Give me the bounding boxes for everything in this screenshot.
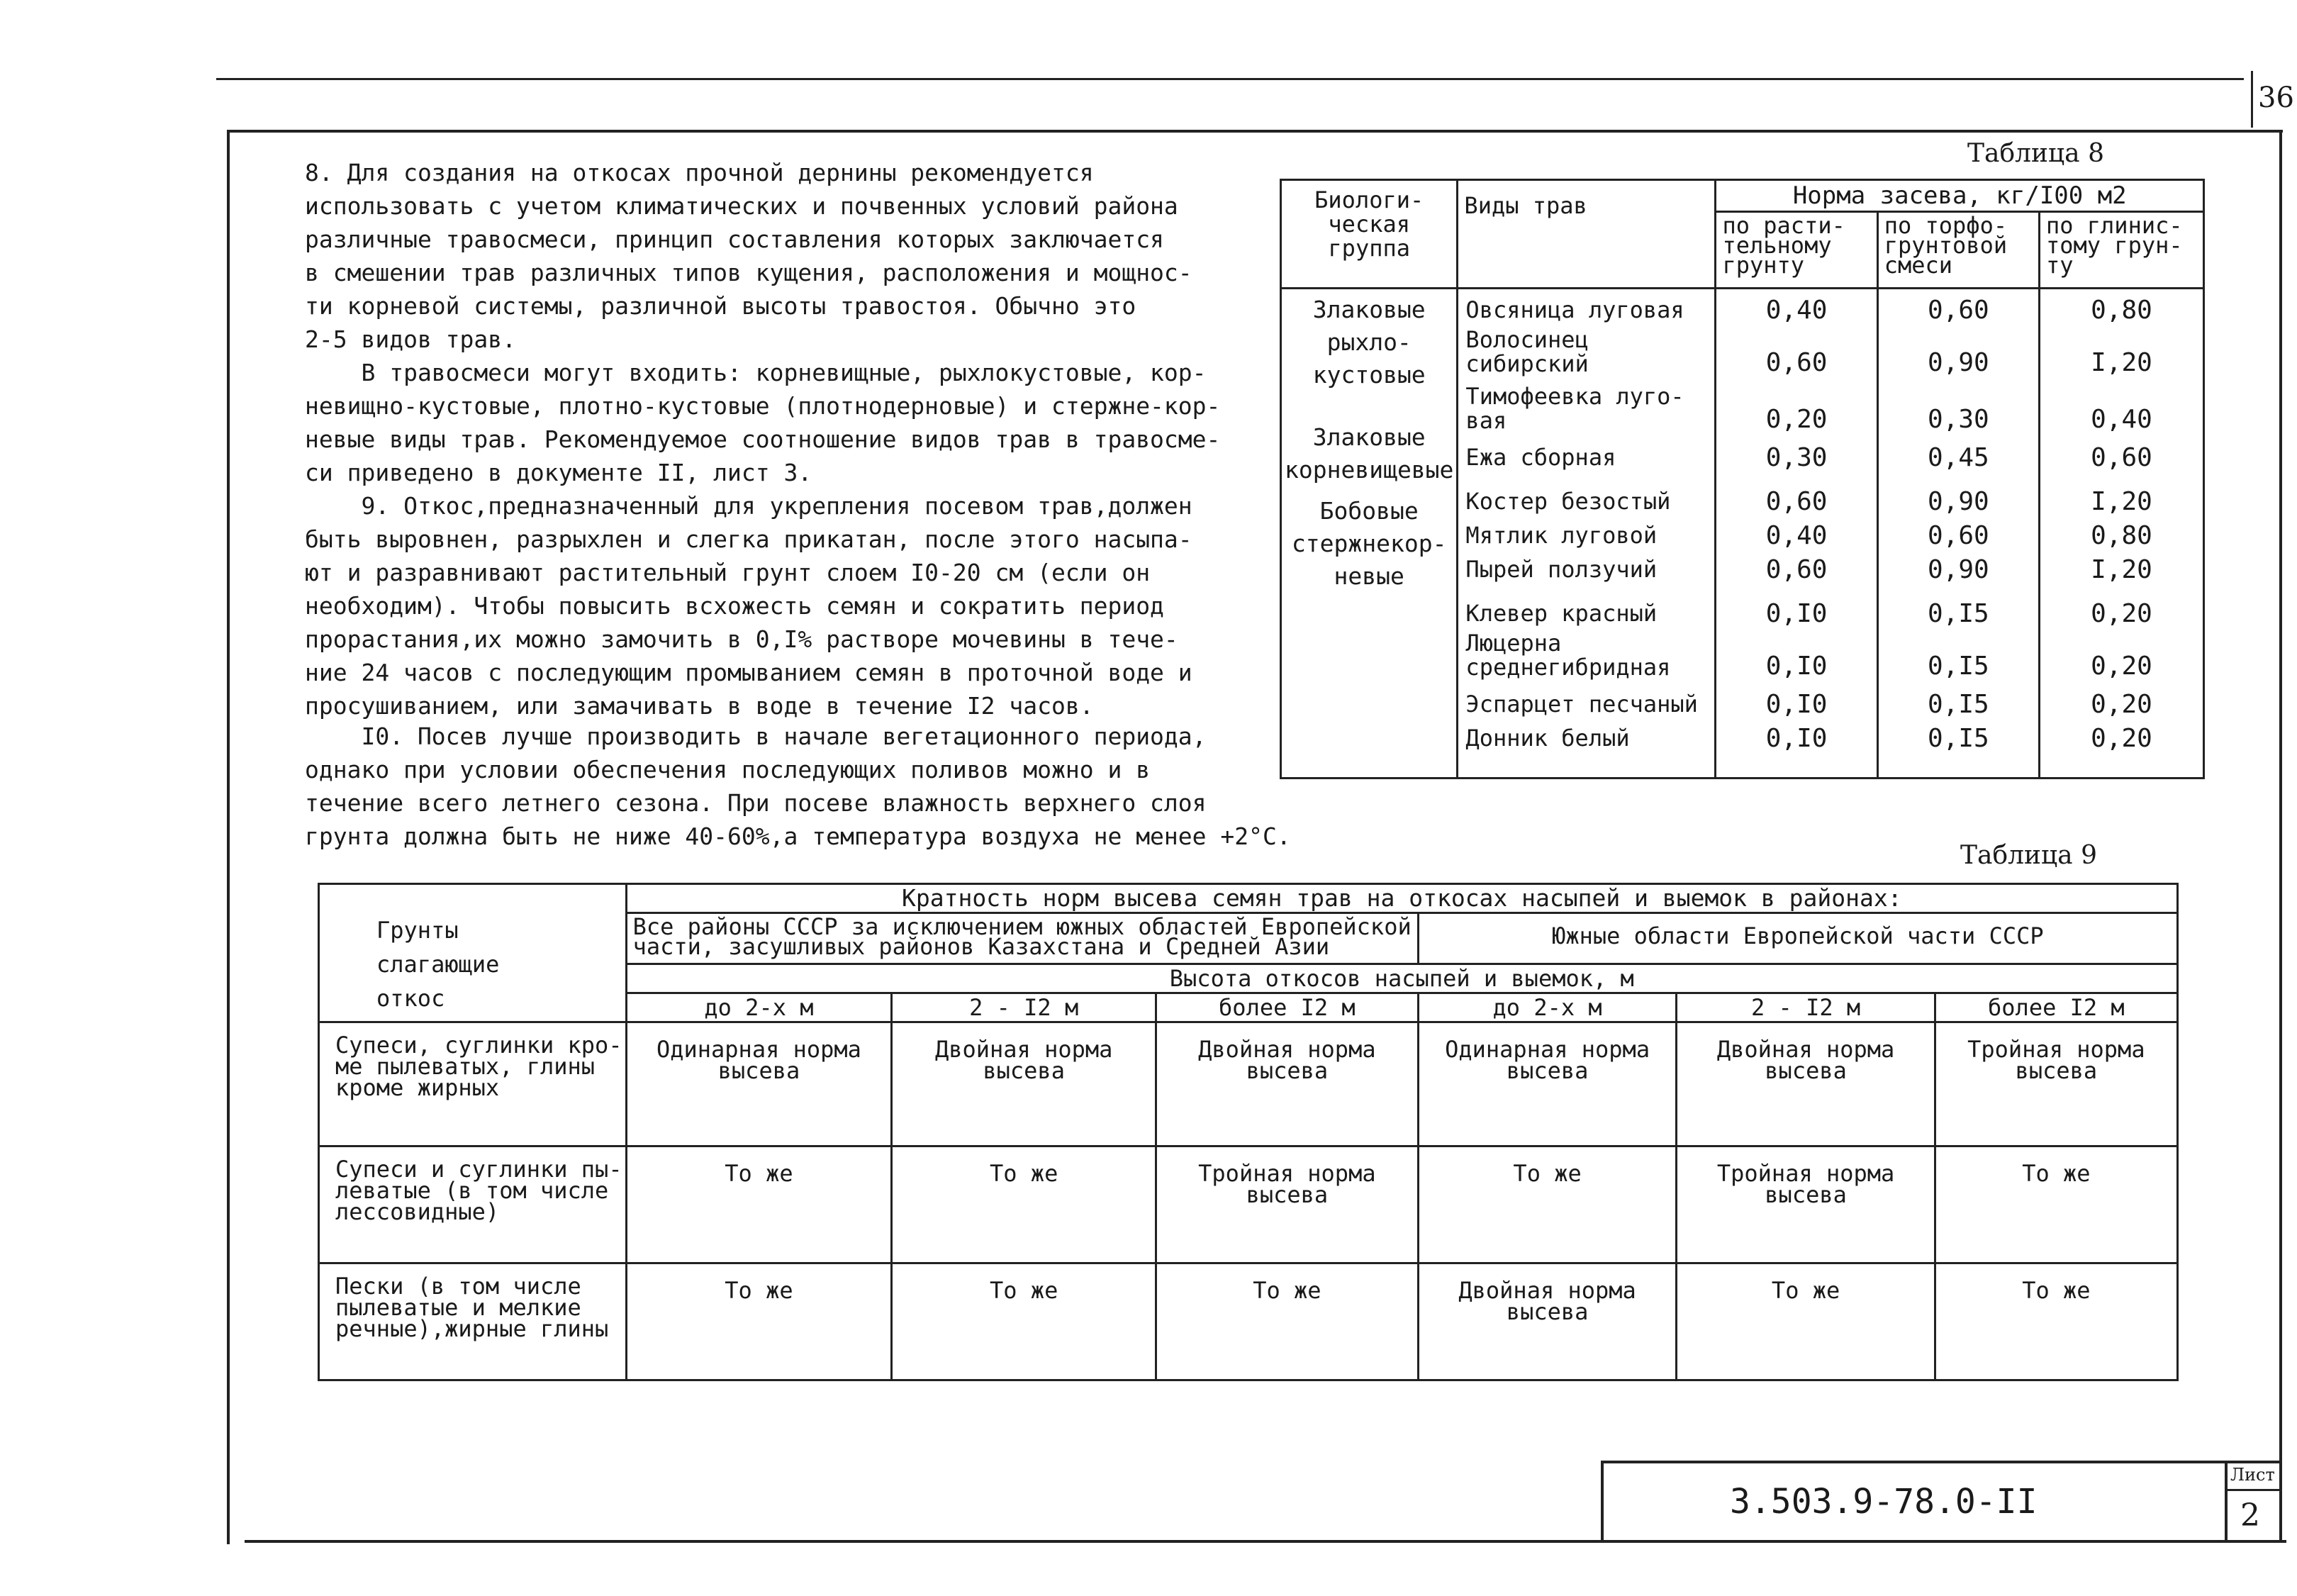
table8-value: 0,I0 — [1765, 599, 1828, 628]
table8-value: 0,30 — [1765, 443, 1828, 472]
table8-head-group: Биологи- ческая группа — [1281, 180, 1458, 289]
table9-caption: Таблица 9 — [1960, 841, 2097, 870]
table8-value: 0,80 — [2091, 521, 2152, 550]
table8-value: 0,45 — [1927, 443, 1989, 472]
table9-head-soil: Грунты слагающие откос — [319, 884, 627, 1022]
table9-head-multiplicity: Кратность норм высева семян трав на откосах насыпей и выемок в районах: — [626, 884, 2177, 913]
table9-height-3: более I2 м — [1156, 993, 1419, 1022]
table8-row — [1281, 289, 2204, 779]
table9-cell: Тройная норма высева — [1677, 1146, 1935, 1263]
table8-species-name: Мятлик луговой — [1465, 522, 1658, 549]
table8-value: 0,20 — [1765, 405, 1828, 434]
table8-value: 0,20 — [2091, 599, 2152, 628]
table8-value: 0,40 — [2091, 405, 2152, 434]
table8-species-name: Тимофеевка луго- вая — [1465, 383, 1684, 434]
table8-value: 0,90 — [1927, 555, 1989, 584]
frame-top — [227, 130, 2283, 133]
table9-height-6: более I2 м — [1935, 993, 2177, 1022]
table8-value: 0,I5 — [1927, 724, 1989, 753]
table9-cell: Тройная норма высева — [1156, 1146, 1419, 1263]
stamp-code: 3.503.9-78.0-II — [1730, 1482, 2038, 1522]
frame-right — [2279, 130, 2282, 1542]
table8-value: 0,60 — [1765, 348, 1828, 377]
table9-row — [319, 1022, 2178, 1146]
table8-species-name: Донник белый — [1465, 725, 1630, 752]
stamp-sheet-number: 2 — [2240, 1497, 2260, 1534]
table8-value: 0,60 — [1765, 487, 1828, 516]
table9-cell: Двойная норма высева — [1156, 1022, 1419, 1146]
table9-soil: Пески (в том числе пылеватые и мелкие речные),жирные глины — [319, 1263, 627, 1380]
table8-species-name: Костер безостый — [1465, 488, 1671, 515]
table8-value: 0,30 — [1927, 405, 1989, 434]
stamp-sheet-label: Лист — [2230, 1465, 2275, 1485]
table8-value: 0,60 — [2091, 443, 2152, 472]
table8-caption: Таблица 8 — [1967, 139, 2104, 168]
table9-cell: То же — [1935, 1263, 2177, 1380]
table9-height-4: до 2-х м — [1418, 993, 1677, 1022]
table9-cell: То же — [892, 1263, 1156, 1380]
paragraph-9: 9. Откос,предназначенный для укрепления посевом трав,должен быть выровнен, разрыхлен и слегка прикатан, после этого насыпа- ют и разравнивают растительный грунт слоем I0-20 см (если он необходим). Чтобы повысить всхожесть семян и сократить период прорастания,их можно замочить в 0,I% растворе мочевины в тече- ние 24 часов с последующим промыванием семян в проточной воде и просушиванием, или замачивать в воде в течение I2 часов. — [305, 492, 1192, 720]
table9-cell: То же — [892, 1146, 1156, 1263]
table8-species-column — [1458, 289, 1716, 779]
table8-head-species: Виды трав — [1458, 180, 1716, 289]
table9-row — [319, 1146, 2178, 1263]
table8-group-name: Бобовые стержнекор- невые — [1291, 497, 1447, 590]
table8-value: 0,60 — [1927, 521, 1989, 550]
table8-value: 0,20 — [2091, 652, 2152, 681]
table8-value: 0,90 — [1927, 487, 1989, 516]
frame-left — [227, 130, 230, 1544]
table8-species-name: Ежа сборная — [1465, 444, 1616, 471]
table8-value: 0,I5 — [1927, 652, 1989, 681]
table9-soil: Супеси и суглинки пы- леватые (в том числе лессовидные) — [319, 1146, 627, 1263]
paragraph-8: 8. Для создания на откосах прочной дернины рекомендуется использовать с учетом климатических и почвенных условий района различные травосмеси, принцип составления которых заключается в смешении трав различных типов кущения, расположения и мощнос- ти корневой системы, различной высоты травостоя. Обычно это 2-5 видов трав. — [305, 159, 1192, 353]
table8-head-soil-1: по расти- тельному грунту — [1716, 212, 1877, 289]
page-number: 36 — [2258, 82, 2294, 114]
table9-cell: Двойная норма высева — [892, 1022, 1156, 1146]
table8-value: 0,80 — [2091, 296, 2152, 325]
table9 — [318, 883, 2179, 1381]
table9-head-region-1: Все районы СССР за исключением южных областей Европейской части, засушливых районов Казахстана и Средней Азии — [626, 913, 1418, 964]
table9-row — [319, 1263, 2178, 1380]
table8-group-column — [1281, 289, 1458, 779]
table8-value: I,20 — [2091, 555, 2152, 584]
table8-species-name: Пырей ползучий — [1465, 556, 1658, 583]
table8-value: 0,20 — [2091, 724, 2152, 753]
table9-cell: Одинарная норма высева — [1418, 1022, 1677, 1146]
table9-soil: Супеси, суглинки кро- ме пылеватых, глины кроме жирных — [319, 1022, 627, 1146]
table9-height-2: 2 - I2 м — [892, 993, 1156, 1022]
table9-cell: То же — [1156, 1263, 1419, 1380]
table8-values-soil-3 — [2039, 289, 2203, 779]
table8-species-name: Эспарцет песчаный — [1465, 691, 1698, 718]
paragraph-10: I0. Посев лучше производить в начале вегетационного периода, однако при условии обеспечения последующих поливов можно и в течение всего летнего сезона. При посеве влажность верхнего слоя грунта должна быть не ниже 40-60%,а температура воздуха не менее +2°С. — [305, 722, 1291, 850]
table9-head-height: Высота откосов насыпей и выемок, м — [626, 964, 2177, 993]
table8-value: I,20 — [2091, 487, 2152, 516]
table8-value: 0,90 — [1927, 348, 1989, 377]
table8-value: 0,60 — [1927, 296, 1989, 325]
table8-species-name: Овсяница луговая — [1465, 296, 1684, 323]
table8 — [1280, 179, 2205, 779]
table8-values-soil-1 — [1716, 289, 1877, 779]
table8-head-norm: Норма засева, кг/I00 м2 — [1716, 180, 2204, 212]
table8-value: 0,I5 — [1927, 599, 1989, 628]
table8-value: 0,20 — [2091, 690, 2152, 719]
table8-value: 0,I0 — [1765, 724, 1828, 753]
table9-cell: Одинарная норма высева — [626, 1022, 892, 1146]
table8-values-soil-2 — [1877, 289, 2039, 779]
table9-cell: То же — [1418, 1146, 1677, 1263]
table8-value: 0,I0 — [1765, 690, 1828, 719]
table9-height-5: 2 - I2 м — [1677, 993, 1935, 1022]
table8-species-name: Волосинец сибирский — [1465, 326, 1589, 377]
table8-value: 0,40 — [1765, 521, 1828, 550]
table8-head-soil-2: по торфо- грунтовой смеси — [1877, 212, 2039, 289]
table9-cell: Двойная норма высева — [1418, 1263, 1677, 1380]
table9-height-1: до 2-х м — [626, 993, 892, 1022]
page-number-tick — [2251, 71, 2253, 128]
table8-value: 0,I5 — [1927, 690, 1989, 719]
top-border-line — [216, 78, 2244, 80]
table9-cell: Двойная норма высева — [1677, 1022, 1935, 1146]
table8-species-name: Люцерна среднегибридная — [1465, 630, 1671, 681]
table9-cell: Тройная норма высева — [1935, 1022, 2177, 1146]
paragraph-8-continued: В травосмеси могут входить: корневищные, рыхлокустовые, кор- невищно-кустовые, плотно-кустовые (плотнодерновые) и стержне-кор- невые виды трав. Рекомендуемое соотношение видов трав в травосме- си приведено в документе II, лист 3. — [305, 359, 1221, 486]
table8-group-name: Злаковые корневищевые — [1285, 423, 1454, 484]
table9-cell: То же — [1935, 1146, 2177, 1263]
table9-head-region-2: Южные области Европейской части СССР — [1418, 913, 2177, 964]
table8-head-soil-3: по глинис- тому грун- ту — [2039, 212, 2203, 289]
table8-value: 0,60 — [1765, 555, 1828, 584]
table9-cell: То же — [626, 1146, 892, 1263]
table8-group-name: Злаковые рыхло- кустовые — [1312, 296, 1426, 389]
table8-value: I,20 — [2091, 348, 2152, 377]
table8-value: 0,I0 — [1765, 652, 1828, 681]
table9-cell: То же — [626, 1263, 892, 1380]
stamp-sheet-divider — [2225, 1489, 2279, 1491]
table9-cell: То же — [1677, 1263, 1935, 1380]
table8-value: 0,40 — [1765, 296, 1828, 325]
table8-species-name: Клевер красный — [1465, 600, 1658, 627]
